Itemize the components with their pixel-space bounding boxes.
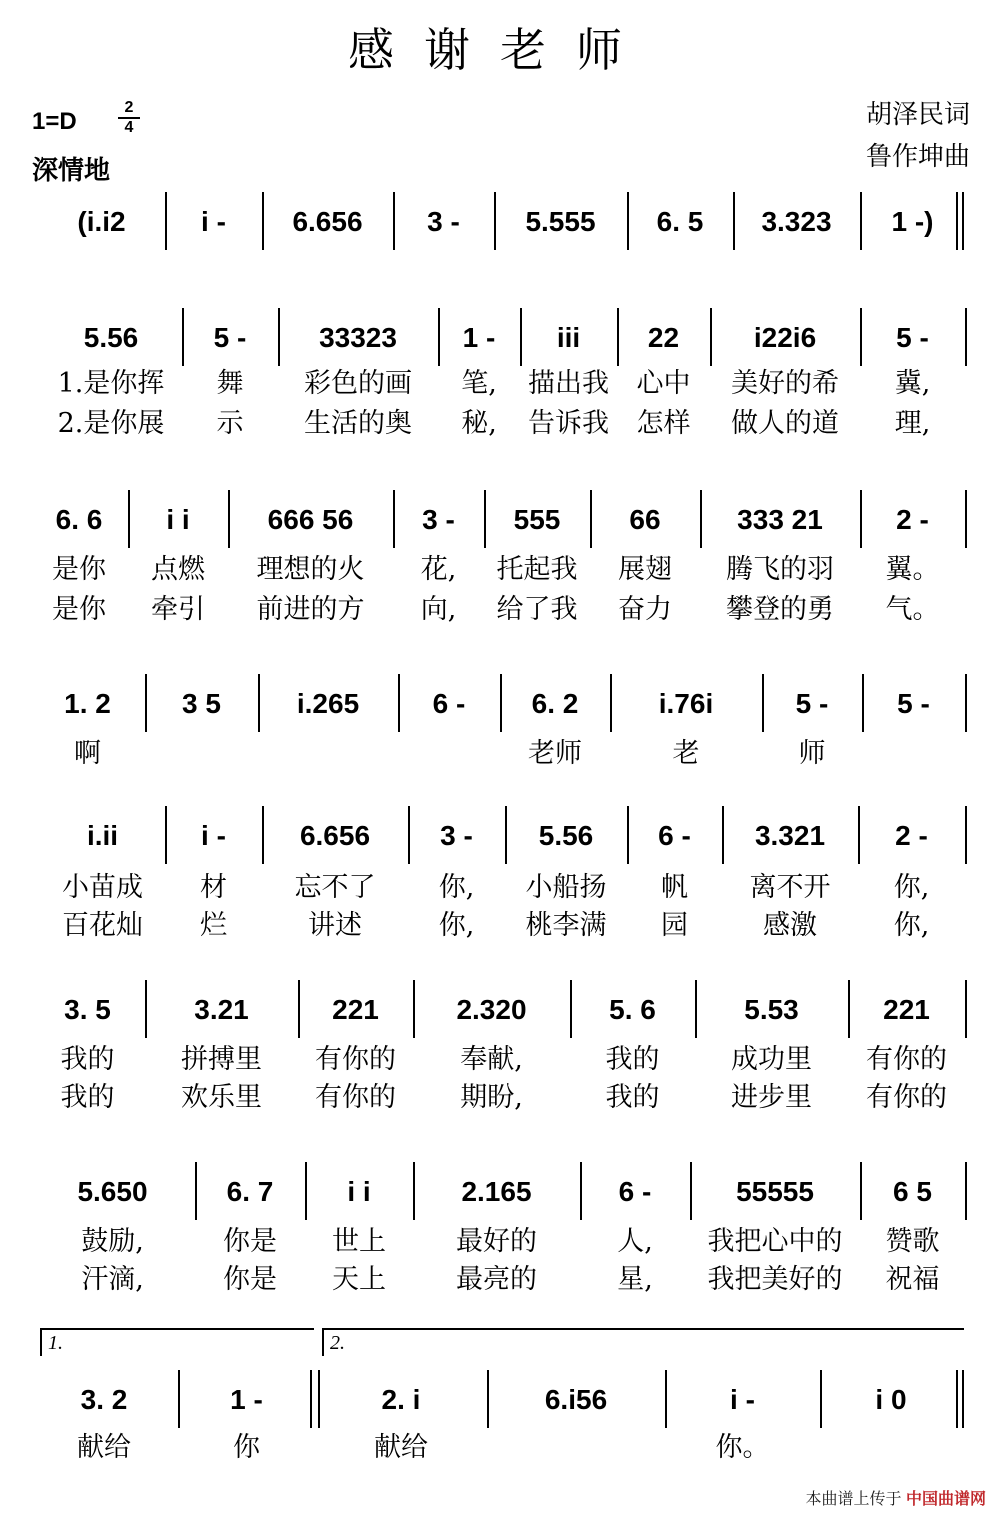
lyric-line-verse-2 bbox=[0, 908, 1000, 944]
barline bbox=[695, 980, 697, 1038]
lyric-syllables: 老师 bbox=[528, 738, 582, 769]
lyric-syllables: 材 bbox=[200, 872, 227, 903]
notation-row bbox=[0, 1162, 1000, 1222]
lyric-syllables: 告诉我 bbox=[528, 408, 609, 439]
barline bbox=[408, 806, 410, 864]
barline bbox=[398, 674, 400, 732]
measure-notes: 3 - bbox=[422, 504, 455, 535]
measure-notes: i.ii bbox=[86, 820, 119, 851]
measure-notes: 2.165 bbox=[461, 1176, 532, 1207]
lyricist-credit: 胡泽民词 bbox=[865, 100, 970, 130]
notation-row bbox=[0, 674, 1000, 734]
measure-notes: 6.i56 bbox=[544, 1384, 608, 1415]
barline bbox=[580, 1162, 582, 1220]
key-signature: 1=D bbox=[32, 108, 77, 135]
barline bbox=[860, 192, 862, 250]
lyric-line-verse-2 bbox=[0, 406, 1000, 442]
lyric-syllables: 祝福 bbox=[885, 1264, 940, 1295]
measure-notes: 5 - bbox=[897, 688, 930, 719]
lyric-syllables: 百花灿 bbox=[62, 910, 143, 941]
measure-notes: i i bbox=[347, 1176, 371, 1207]
measure-notes: 5.53 bbox=[744, 994, 799, 1025]
measure-notes: 5.56 bbox=[83, 322, 139, 353]
notation-row bbox=[0, 308, 1000, 368]
measure-notes: 2 - bbox=[895, 820, 928, 851]
barline bbox=[178, 1370, 180, 1428]
volta-first-ending bbox=[40, 1328, 314, 1356]
lyric-syllables: 我的 bbox=[60, 1044, 115, 1075]
measure-notes: 6. 5 bbox=[656, 206, 704, 237]
lyric-syllables: 拼搏里 bbox=[181, 1044, 262, 1075]
measure-notes: 6.656 bbox=[299, 820, 371, 851]
lyric-syllables: 怎样 bbox=[636, 408, 691, 439]
barline bbox=[820, 1370, 822, 1428]
lyric-line-verse-1 bbox=[0, 366, 1000, 402]
lyric-syllables: 赞歌 bbox=[885, 1226, 940, 1257]
measure-notes: 6. 7 bbox=[226, 1176, 274, 1207]
lyric-syllables: 小船扬 bbox=[525, 872, 607, 903]
volta-second-label: 2. bbox=[330, 1332, 345, 1354]
measure-notes: 1. 2 bbox=[64, 688, 111, 719]
lyric-syllables: 给了我 bbox=[496, 594, 578, 625]
footer-credit bbox=[806, 1486, 986, 1509]
measure-notes: 5.56 bbox=[538, 820, 594, 851]
lyric-syllables: 心中 bbox=[636, 368, 691, 399]
notation-row bbox=[0, 806, 1000, 866]
lyric-syllables: 人, bbox=[617, 1226, 653, 1257]
measure-notes: 5. 6 bbox=[609, 994, 656, 1025]
lyric-syllables: 花, bbox=[420, 554, 457, 585]
lyric-syllables: 帆 bbox=[661, 872, 688, 903]
notation-row bbox=[0, 1370, 1000, 1430]
lyric-line-verse-1 bbox=[0, 1224, 1000, 1260]
barline bbox=[570, 980, 572, 1038]
barline bbox=[487, 1370, 489, 1428]
lyric-line-verse-2 bbox=[0, 592, 1000, 628]
measure-notes: 3. 5 bbox=[64, 994, 111, 1025]
lyric-syllables: 你, bbox=[893, 910, 930, 941]
lyric-syllables: 鼓励, bbox=[81, 1226, 144, 1257]
lyric-syllables: 忘不了 bbox=[294, 872, 376, 903]
measure-notes: 5.555 bbox=[525, 206, 596, 237]
barline bbox=[305, 1162, 307, 1220]
barline bbox=[627, 192, 629, 250]
barline bbox=[438, 308, 440, 366]
barline bbox=[590, 490, 592, 548]
barline bbox=[965, 806, 967, 864]
lyric-syllables: 我把心中的 bbox=[707, 1226, 843, 1257]
barline bbox=[413, 1162, 415, 1220]
lyric-syllables: 你是 bbox=[223, 1264, 277, 1295]
lyric-syllables: 我的 bbox=[60, 1082, 115, 1113]
measure-notes: 3.21 bbox=[194, 994, 249, 1025]
lyric-syllables: 星, bbox=[617, 1264, 653, 1295]
barline bbox=[762, 674, 764, 732]
lyric-syllables: 理想的火 bbox=[256, 554, 365, 585]
barline bbox=[965, 490, 967, 548]
lyric-syllables: 你 bbox=[233, 1432, 260, 1463]
lyric-syllables: 天上 bbox=[332, 1264, 386, 1295]
lyric-syllables: 我的 bbox=[605, 1044, 660, 1075]
footer-brand: 中国曲谱网 bbox=[905, 1491, 986, 1508]
measure-notes: i i bbox=[166, 504, 190, 535]
lyric-syllables: 最亮的 bbox=[456, 1264, 537, 1295]
lyric-syllables: 描出我 bbox=[528, 368, 609, 399]
lyric-syllables: 你。 bbox=[715, 1432, 770, 1463]
measure-notes: 22 bbox=[647, 322, 680, 353]
measure-notes: 3 - bbox=[427, 206, 460, 237]
measure-notes: i.76i bbox=[658, 688, 714, 719]
notation-row bbox=[0, 980, 1000, 1040]
barline bbox=[722, 806, 724, 864]
volta-first-label: 1. bbox=[48, 1332, 63, 1354]
lyric-syllables: 你, bbox=[893, 872, 930, 903]
barline bbox=[965, 1162, 967, 1220]
time-signature-bottom: 4 bbox=[124, 119, 134, 136]
measure-notes: 3 - bbox=[440, 820, 473, 851]
lyric-syllables: 有你的 bbox=[315, 1044, 396, 1075]
volta-second-ending bbox=[322, 1328, 964, 1356]
lyric-syllables: 园 bbox=[661, 910, 688, 941]
footer-prefix: 本曲谱上传于 bbox=[805, 1491, 902, 1508]
measure-notes: 3 5 bbox=[182, 688, 221, 719]
lyric-line-verse-1 bbox=[0, 1042, 1000, 1078]
lyric-syllables: 有你的 bbox=[315, 1082, 396, 1113]
lyric-syllables: 我的 bbox=[605, 1082, 660, 1113]
measure-notes: 5 - bbox=[213, 322, 247, 353]
measure-notes: (i.i2 bbox=[77, 206, 126, 237]
lyric-syllables: 笔, bbox=[461, 368, 497, 399]
measure-notes: 6. 6 bbox=[55, 504, 103, 535]
measure-notes: 6 - bbox=[618, 1176, 652, 1207]
lyric-syllables: 向, bbox=[420, 594, 457, 625]
barline bbox=[858, 806, 860, 864]
lyric-syllables: 你, bbox=[438, 910, 475, 941]
lyric-syllables: 2.是你展 bbox=[57, 408, 165, 439]
lyric-syllables: 翼。 bbox=[885, 554, 940, 585]
measure-notes: 2 - bbox=[896, 504, 929, 535]
lyric-syllables: 欢乐里 bbox=[181, 1082, 262, 1113]
measure-notes: i.265 bbox=[296, 688, 360, 719]
barline bbox=[278, 308, 280, 366]
measure-notes: 333 21 bbox=[737, 504, 823, 535]
measure-notes: 221 bbox=[332, 994, 379, 1025]
measure-notes: 1 - bbox=[230, 1384, 263, 1415]
lyric-syllables: 献给 bbox=[77, 1432, 131, 1463]
measure-notes: 3.321 bbox=[754, 820, 826, 851]
lyric-syllables: 舞 bbox=[216, 368, 244, 399]
tempo-marking: 深情地 bbox=[32, 156, 111, 186]
barline bbox=[393, 490, 395, 548]
barline bbox=[298, 980, 300, 1038]
barline bbox=[494, 192, 496, 250]
lyric-syllables: 示 bbox=[216, 408, 244, 439]
lyric-syllables: 你是 bbox=[223, 1226, 277, 1257]
lyric-line-verse-2 bbox=[0, 1080, 1000, 1116]
measure-notes: i - bbox=[730, 1384, 755, 1415]
barline bbox=[258, 674, 260, 732]
lyric-syllables: 彩色的画 bbox=[304, 368, 412, 399]
barline bbox=[484, 490, 486, 548]
barline bbox=[617, 308, 619, 366]
barline bbox=[610, 674, 612, 732]
barline bbox=[145, 980, 147, 1038]
lyric-syllables: 冀, bbox=[894, 368, 931, 399]
lyric-syllables: 讲述 bbox=[308, 910, 362, 941]
measure-notes: i 0 bbox=[875, 1384, 907, 1415]
lyric-syllables: 秘, bbox=[461, 408, 497, 439]
time-signature bbox=[118, 100, 140, 136]
lyric-syllables: 攀登的勇 bbox=[726, 594, 834, 625]
barline bbox=[733, 192, 735, 250]
lyric-syllables: 1.是你挥 bbox=[57, 368, 165, 399]
lyric-syllables: 老 bbox=[672, 738, 700, 769]
lyric-syllables: 成功里 bbox=[731, 1044, 812, 1075]
lyric-syllables: 点燃 bbox=[151, 554, 205, 585]
measure-notes: 5 - bbox=[896, 322, 929, 353]
measure-notes: 6 5 bbox=[893, 1176, 932, 1207]
lyric-syllables: 有你的 bbox=[866, 1082, 947, 1113]
barline bbox=[310, 1370, 312, 1428]
measure-notes: i22i6 bbox=[753, 322, 817, 353]
barline bbox=[860, 1162, 862, 1220]
barline bbox=[962, 192, 964, 250]
lyric-syllables: 我把美好的 bbox=[707, 1264, 843, 1295]
measure-notes: iii bbox=[556, 322, 581, 353]
barline bbox=[962, 1370, 964, 1428]
barline bbox=[262, 806, 264, 864]
lyric-syllables: 烂 bbox=[200, 910, 227, 941]
lyric-syllables: 生活的奥 bbox=[304, 408, 412, 439]
notation-row bbox=[0, 192, 1000, 252]
barline bbox=[165, 806, 167, 864]
measure-notes: 6. 2 bbox=[531, 688, 579, 719]
measure-notes: 221 bbox=[883, 994, 930, 1025]
barline bbox=[710, 308, 712, 366]
measure-notes: 2.320 bbox=[456, 994, 527, 1025]
barline bbox=[956, 192, 958, 250]
lyric-syllables: 美好的希 bbox=[731, 368, 839, 399]
barline bbox=[413, 980, 415, 1038]
lyric-syllables: 展翅 bbox=[618, 554, 672, 585]
lyric-syllables: 前进的方 bbox=[256, 594, 365, 625]
barline bbox=[860, 308, 862, 366]
barline bbox=[956, 1370, 958, 1428]
barline bbox=[627, 806, 629, 864]
barline bbox=[862, 674, 864, 732]
barline bbox=[195, 1162, 197, 1220]
lyric-syllables: 腾飞的羽 bbox=[726, 554, 834, 585]
measure-notes: 555 bbox=[513, 504, 561, 535]
measure-notes: 2. i bbox=[381, 1384, 421, 1415]
barline bbox=[165, 192, 167, 250]
measure-notes: 6.656 bbox=[292, 206, 363, 237]
barline bbox=[665, 1370, 667, 1428]
measure-notes: 66 bbox=[629, 504, 661, 535]
barline bbox=[182, 308, 184, 366]
lyric-syllables: 期盼, bbox=[460, 1082, 523, 1113]
lyric-syllables: 是你 bbox=[52, 554, 106, 585]
barline bbox=[500, 674, 502, 732]
lyric-syllables: 献给 bbox=[374, 1432, 428, 1463]
measure-notes: 1 -) bbox=[891, 206, 934, 237]
measure-notes: 1 - bbox=[462, 322, 496, 353]
measure-notes: i - bbox=[201, 820, 226, 851]
lyric-line-verse-1 bbox=[0, 552, 1000, 588]
notation-row bbox=[0, 490, 1000, 550]
barline bbox=[262, 192, 264, 250]
measure-notes: 6 - bbox=[658, 820, 691, 851]
measure-notes: 3.323 bbox=[761, 206, 832, 237]
lyric-syllables: 汗滴, bbox=[81, 1264, 144, 1295]
lyric-line-verse-1 bbox=[0, 870, 1000, 906]
lyric-syllables: 你, bbox=[438, 872, 475, 903]
time-signature-top: 2 bbox=[124, 99, 134, 116]
measure-notes: 5.650 bbox=[77, 1176, 148, 1207]
lyric-syllables: 啊 bbox=[74, 738, 101, 769]
lyric-syllables: 托起我 bbox=[496, 554, 578, 585]
composer-credit: 鲁作坤曲 bbox=[865, 142, 970, 172]
barline bbox=[848, 980, 850, 1038]
lyric-syllables: 世上 bbox=[332, 1226, 386, 1257]
barline bbox=[318, 1370, 320, 1428]
barline bbox=[690, 1162, 692, 1220]
lyric-syllables: 气。 bbox=[885, 594, 940, 625]
lyric-syllables: 最好的 bbox=[456, 1226, 537, 1257]
measure-notes: 55555 bbox=[736, 1176, 814, 1207]
barline bbox=[520, 308, 522, 366]
barline bbox=[965, 980, 967, 1038]
barline bbox=[393, 192, 395, 250]
lyric-syllables: 小苗成 bbox=[62, 872, 143, 903]
barline bbox=[128, 490, 130, 548]
lyric-syllables: 牵引 bbox=[151, 594, 205, 625]
barline bbox=[505, 806, 507, 864]
lyric-syllables: 进步里 bbox=[731, 1082, 812, 1113]
lyric-syllables: 离不开 bbox=[749, 872, 831, 903]
measure-notes: 6 - bbox=[432, 688, 466, 719]
song-title: 感谢老师 bbox=[348, 23, 652, 77]
barline bbox=[700, 490, 702, 548]
lyric-line-verse-1 bbox=[0, 1430, 1000, 1466]
measure-notes: 666 56 bbox=[267, 504, 354, 535]
measure-notes: i - bbox=[201, 206, 226, 237]
lyric-line-verse-2 bbox=[0, 1262, 1000, 1298]
lyric-syllables: 理, bbox=[894, 408, 931, 439]
lyric-syllables: 奋力 bbox=[618, 594, 672, 625]
lyric-syllables: 奉献, bbox=[460, 1044, 523, 1075]
measure-notes: 3. 2 bbox=[80, 1384, 128, 1415]
lyric-syllables: 有你的 bbox=[866, 1044, 947, 1075]
barline bbox=[145, 674, 147, 732]
lyric-line-verse-1 bbox=[0, 736, 1000, 772]
lyric-syllables: 做人的道 bbox=[731, 408, 839, 439]
measure-notes: 33323 bbox=[319, 322, 397, 353]
lyric-syllables: 桃李满 bbox=[525, 910, 607, 941]
barline bbox=[860, 490, 862, 548]
barline bbox=[228, 490, 230, 548]
lyric-syllables: 感激 bbox=[763, 910, 817, 941]
lyric-syllables: 是你 bbox=[52, 594, 106, 625]
barline bbox=[965, 674, 967, 732]
barline bbox=[965, 308, 967, 366]
lyric-syllables: 师 bbox=[798, 738, 826, 769]
measure-notes: 5 - bbox=[795, 688, 829, 719]
